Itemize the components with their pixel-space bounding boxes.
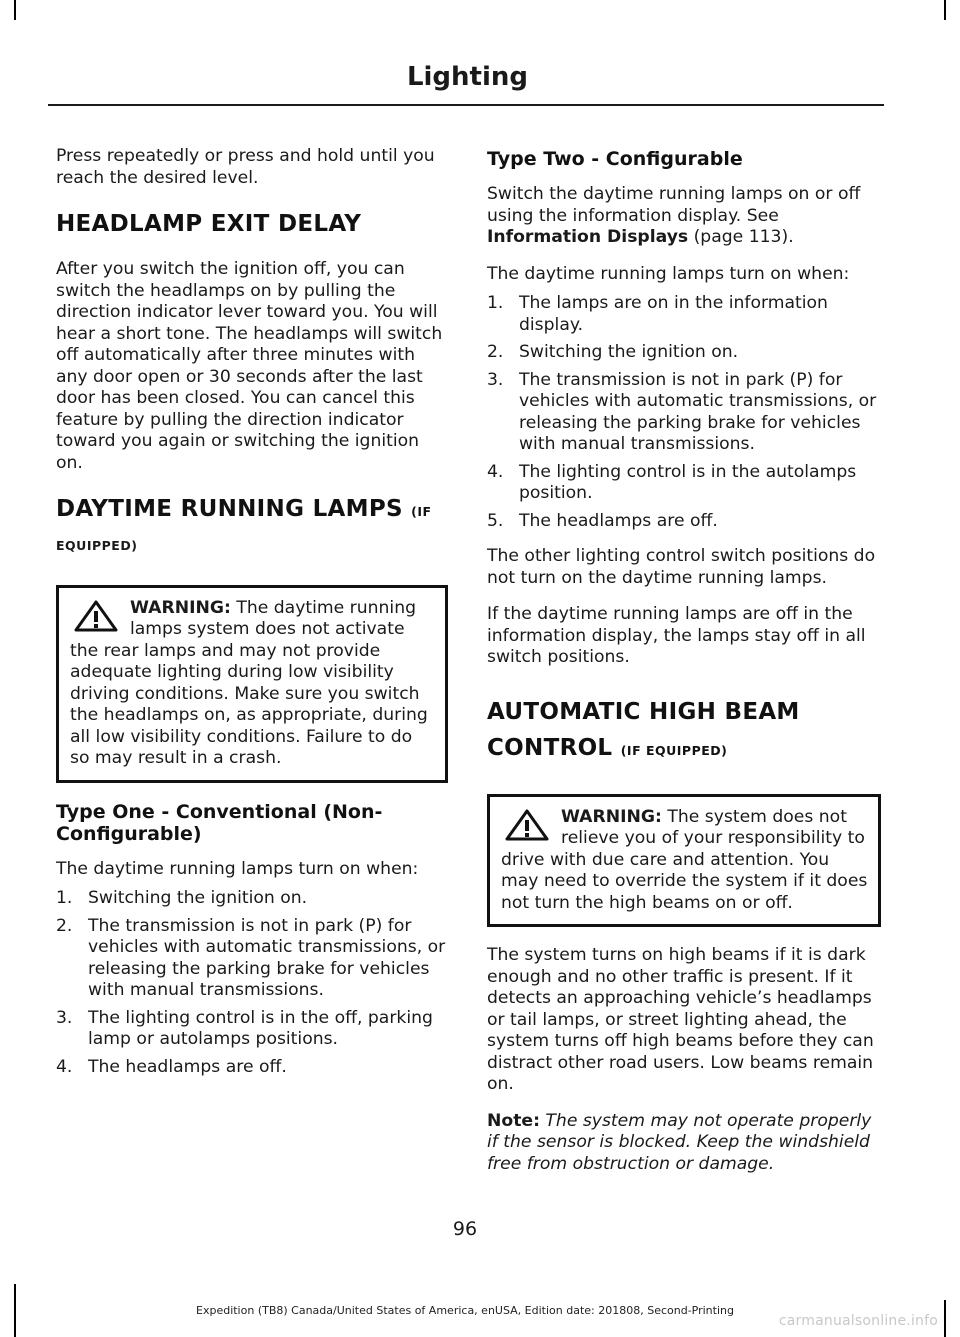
- list-item: [487, 511, 881, 533]
- list-item-text: The lamps are on in the information display.: [519, 293, 828, 335]
- drl-heading-suffix-line2: EQUIPPED): [56, 538, 138, 553]
- list-item-number: 4.: [487, 461, 504, 482]
- type-two-body-text: Switch the daytime running lamps on or off using the information display. See: [487, 184, 861, 226]
- list-item: [487, 370, 881, 456]
- type-one-lead: The daytime running lamps turn on when:: [56, 858, 419, 879]
- list-item-number: 2.: [487, 342, 504, 362]
- type-one-list: [56, 888, 448, 1078]
- list-item-number: 3.: [487, 369, 504, 390]
- drl-heading-suffix: (IF: [411, 504, 432, 519]
- auto-high-beam-heading-line1: AUTOMATIC HIGH BEAM: [487, 698, 800, 725]
- type-two-para-1: The other lighting control switch positions do not turn on the daytime running lamps.: [487, 546, 876, 588]
- list-item: [487, 342, 881, 364]
- headlamp-exit-delay-heading: HEADLAMP EXIT DELAY: [56, 211, 362, 237]
- warning-triangle-icon: [70, 598, 130, 634]
- left-column: [56, 146, 448, 1092]
- list-item-text: The lighting control is in the off, parking lamp or autolamps positions.: [88, 1007, 433, 1049]
- list-item: [56, 888, 448, 910]
- type-two-lead: The daytime running lamps turn on when:: [487, 263, 850, 284]
- crop-mark-top-right: [944, 0, 946, 20]
- list-item-number: 1.: [487, 293, 504, 313]
- crop-mark-top-left: [14, 0, 16, 20]
- drl-heading-text: DAYTIME RUNNING LAMPS: [56, 496, 403, 522]
- list-item-text: Switching the ignition on.: [88, 888, 308, 908]
- page-section-title: Lighting: [406, 62, 528, 92]
- note-text: The system may not operate properly if the sensor is blocked. Keep the windshield free from obstruction or damage.: [487, 1110, 872, 1174]
- list-item-text: Switching the ignition on.: [519, 342, 739, 362]
- high-beam-warning-label: WARNING:: [561, 806, 662, 827]
- list-item-text: The headlamps are off.: [88, 1056, 287, 1077]
- list-item-number: 1.: [56, 888, 73, 908]
- drl-warning-box: [56, 585, 448, 783]
- type-two-list: [487, 293, 881, 532]
- header-divider: [48, 104, 884, 106]
- high-beam-note: [487, 1111, 881, 1176]
- xref-page: (page 113).: [693, 227, 794, 247]
- intro-paragraph: Press repeatedly or press and hold until you reach the desired level.: [56, 146, 435, 188]
- headlamp-exit-delay-body: After you switch the ignition off, you can switch the headlamps on by pulling the direction indicator lever toward you. You will hear a short tone. The headlamps will switch off automatically after three minutes with any door open or 30 seconds after the last door has been closed. You can cancel this feature by pulling the direction indicator toward you again or switching the ignition on.: [56, 259, 443, 473]
- type-one-heading: Type One - Conventional (Non-Configurable): [56, 800, 383, 845]
- list-item-number: 2.: [56, 915, 73, 936]
- list-item: [487, 293, 881, 336]
- list-item-text: The lighting control is in the autolamps position.: [519, 461, 857, 503]
- list-item: [56, 1057, 448, 1079]
- drl-heading: [56, 494, 448, 527]
- list-item-number: 3.: [56, 1007, 73, 1028]
- type-two-heading: Type Two - Configurable: [487, 148, 743, 170]
- list-item-text: The headlamps are off.: [519, 510, 718, 531]
- drl-warning-label: WARNING:: [130, 597, 231, 618]
- right-column: [487, 146, 881, 1190]
- type-two-body: [487, 184, 881, 249]
- type-two-para-2: If the daytime running lamps are off in the information display, the lamps stay off in all switch positions.: [487, 604, 866, 667]
- list-item-text: The transmission is not in park (P) for vehicles with automatic transmissions, or releasing the parking brake for vehicles with manual transmissions.: [88, 915, 446, 1000]
- list-item: [56, 1008, 448, 1051]
- high-beam-warning-box: [487, 794, 881, 928]
- page-number: 96: [452, 1218, 478, 1240]
- list-item: [487, 462, 881, 505]
- high-beam-warning-text: The system does not relieve you of your responsibility to drive with due care and attention. You may need to override the system if it does not turn the high beams on or off.: [501, 806, 868, 913]
- high-beam-body: The system turns on high beams if it is dark enough and no other traffic is present. If it detects an approaching vehicle’s headlamps or tail lamps, or street lighting ahead, the system turns off high beams before they can distract other road users. Low beams remain on.: [487, 945, 874, 1094]
- auto-high-beam-heading-text: CONTROL: [487, 734, 613, 761]
- note-label: Note:: [487, 1110, 540, 1131]
- auto-high-beam-heading-line2: [487, 733, 881, 766]
- drl-warning-text: The daytime running lamps system does not activate the rear lamps and may not provide adequate lighting during low visibility driving conditions. Make sure you switch the headlamps on, as appropriate, during all low visibility conditions. Failure to do so may result in a crash.: [70, 597, 428, 768]
- list-item-number: 4.: [56, 1056, 73, 1077]
- auto-high-beam-heading-suffix: (IF EQUIPPED): [620, 742, 728, 758]
- list-item: [56, 916, 448, 1002]
- warning-triangle-icon: [501, 807, 561, 843]
- list-item-number: 5.: [487, 510, 504, 531]
- list-item-text: The transmission is not in park (P) for vehicles with automatic transmissions, or releasing the parking brake for vehicles with manual transmissions.: [519, 369, 877, 454]
- crop-mark-bottom-right: [944, 1300, 946, 1337]
- footer-edition: Expedition (TB8) Canada/United States of America, enUSA, Edition date: 201808, Second-Printing: [196, 1304, 734, 1317]
- information-displays-link[interactable]: Information Displays: [487, 227, 689, 247]
- watermark: carmanualsonline.info: [778, 1313, 938, 1329]
